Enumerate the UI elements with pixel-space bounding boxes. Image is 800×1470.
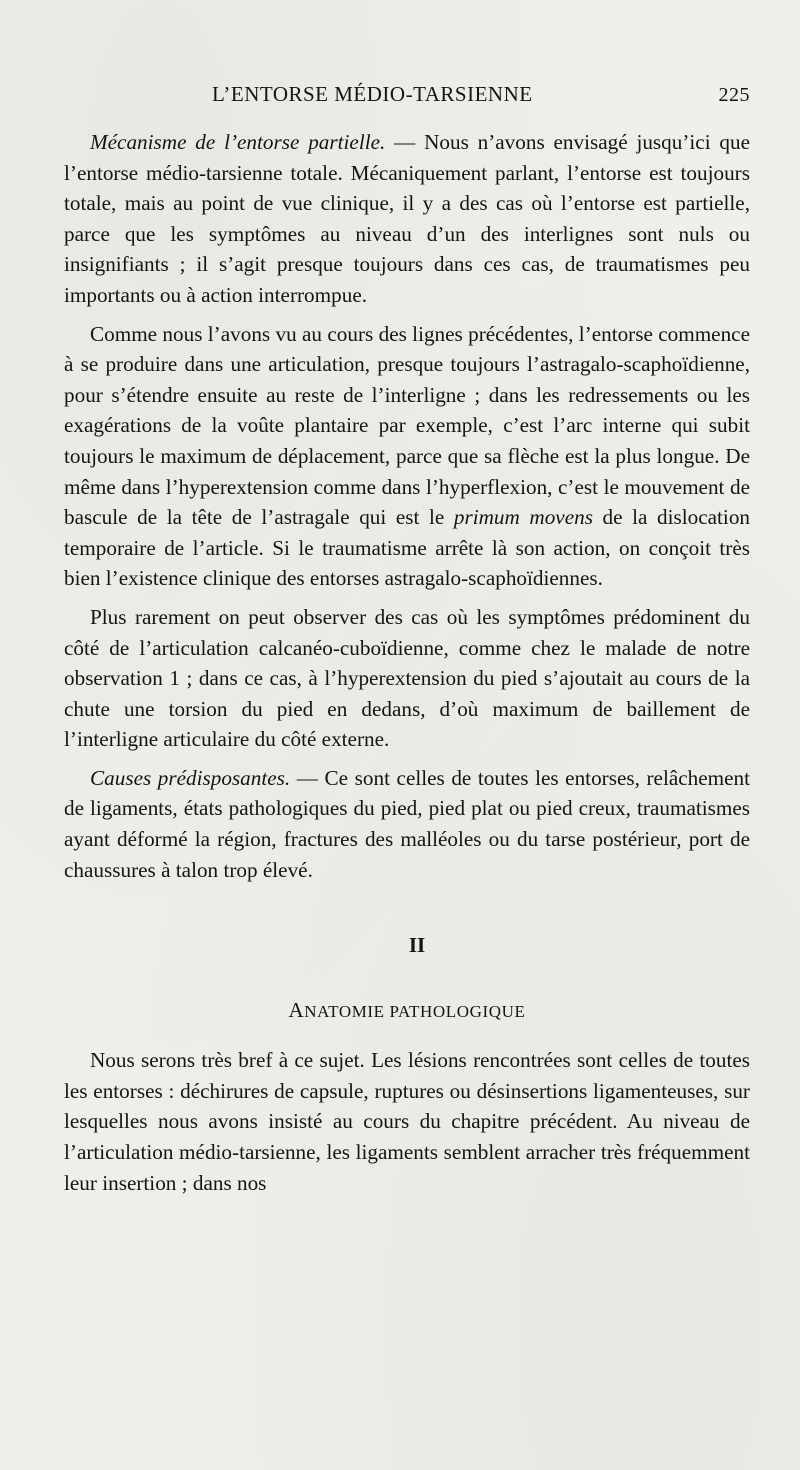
section-title-rest: NATOMIE PATHOLOGIQUE [304, 1002, 526, 1022]
running-title: L’ENTORSE MÉDIO-TARSIENNE [212, 82, 533, 106]
section-number: II [408, 933, 426, 958]
paragraph-text: de la dislocation temporaire de l’article. Si le traumatisme arrête là son action, on conçoit très bien l’existence clinique des entorses astragalo-scaphoïdiennes. [64, 505, 751, 591]
body-text [64, 127, 750, 1198]
paragraph-predisposing-causes [64, 763, 750, 885]
paragraph-text: Nous serons très bref à ce sujet. Les lésions rencontrées sont celles de toutes les entorses : déchirures de capsule, ruptures ou désinsertions ligamenteuses, sur lesquelles nous avons insisté au cours du chapitre précédent. Au niveau de l’articulation médio-tarsienne, les ligaments semblent arracher très fréquemment leur insertion ; dans nos [64, 1048, 750, 1195]
paragraph-lead-italic: Causes prédisposantes. [90, 765, 291, 790]
paragraph-sprain-progression [64, 319, 750, 594]
paragraph-pathological-anatomy [64, 1045, 750, 1198]
paragraph-text: — Nous n’avons envisagé jusqu’ici que l’entorse médio-tarsienne totale. Mécaniquement parlant, l’entorse est toujours totale, mais au point de vue clinique, il y a des cas où l’entorse est partielle, parce que les symptômes au niveau d’un des interlignes sont nuls ou insignifiants ; il s’agit presque toujours dans ces cas, de traumatismes peu importants ou à action interrompue. [64, 130, 750, 307]
section-title [64, 998, 750, 1023]
paragraph-text: Plus rarement on peut observer des cas où les symptômes prédominent du côté de l’articulation calcanéo-cuboïdienne, comme chez le malade de notre observation 1 ; dans ce cas, à l’hyperextension du pied s’ajoutait au cours de la chute une torsion du pied en dedans, d’où maximum de baillement de l’interligne articulaire du côté externe. [64, 604, 750, 752]
page-number: 225 [718, 84, 750, 106]
paragraph-lead-italic: Mécanisme de l’entorse partielle. [90, 130, 386, 154]
paragraph-partial-sprain-mechanism [64, 127, 750, 311]
paragraph-text: Comme nous l’avons vu au cours des lignes précédentes, l’entorse commence à se produire dans une articulation, presque toujours l’astragalo-scaphoïdienne, pour s’étendre ensuite au reste de l’interligne ; dans les redressements ou les exagérations de la voûte plantaire par exemple, c’est l’arc interne qui subit toujours le maximum de déplacement, parce que sa flèche est la plus longue. De même dans l’hyperextension comme dans l’hyperflexion, c’est le mouvement de bascule de la tête de l’astragale qui est le [64, 321, 750, 530]
section-title-initial: A [288, 998, 305, 1023]
paragraph-text: — Ce sont celles de toutes les entorses, relâchement de ligaments, états pathologiques du pied, pied plat ou pied creux, traumatismes ayant déformé la région, fractures des malléoles ou du tarse postérieur, port de chaussures à talon trop élevé. [64, 765, 750, 882]
paragraph-italic-term: primum movens [453, 505, 593, 530]
running-head [64, 82, 750, 107]
paragraph-calcaneo-cuboid [64, 602, 750, 755]
